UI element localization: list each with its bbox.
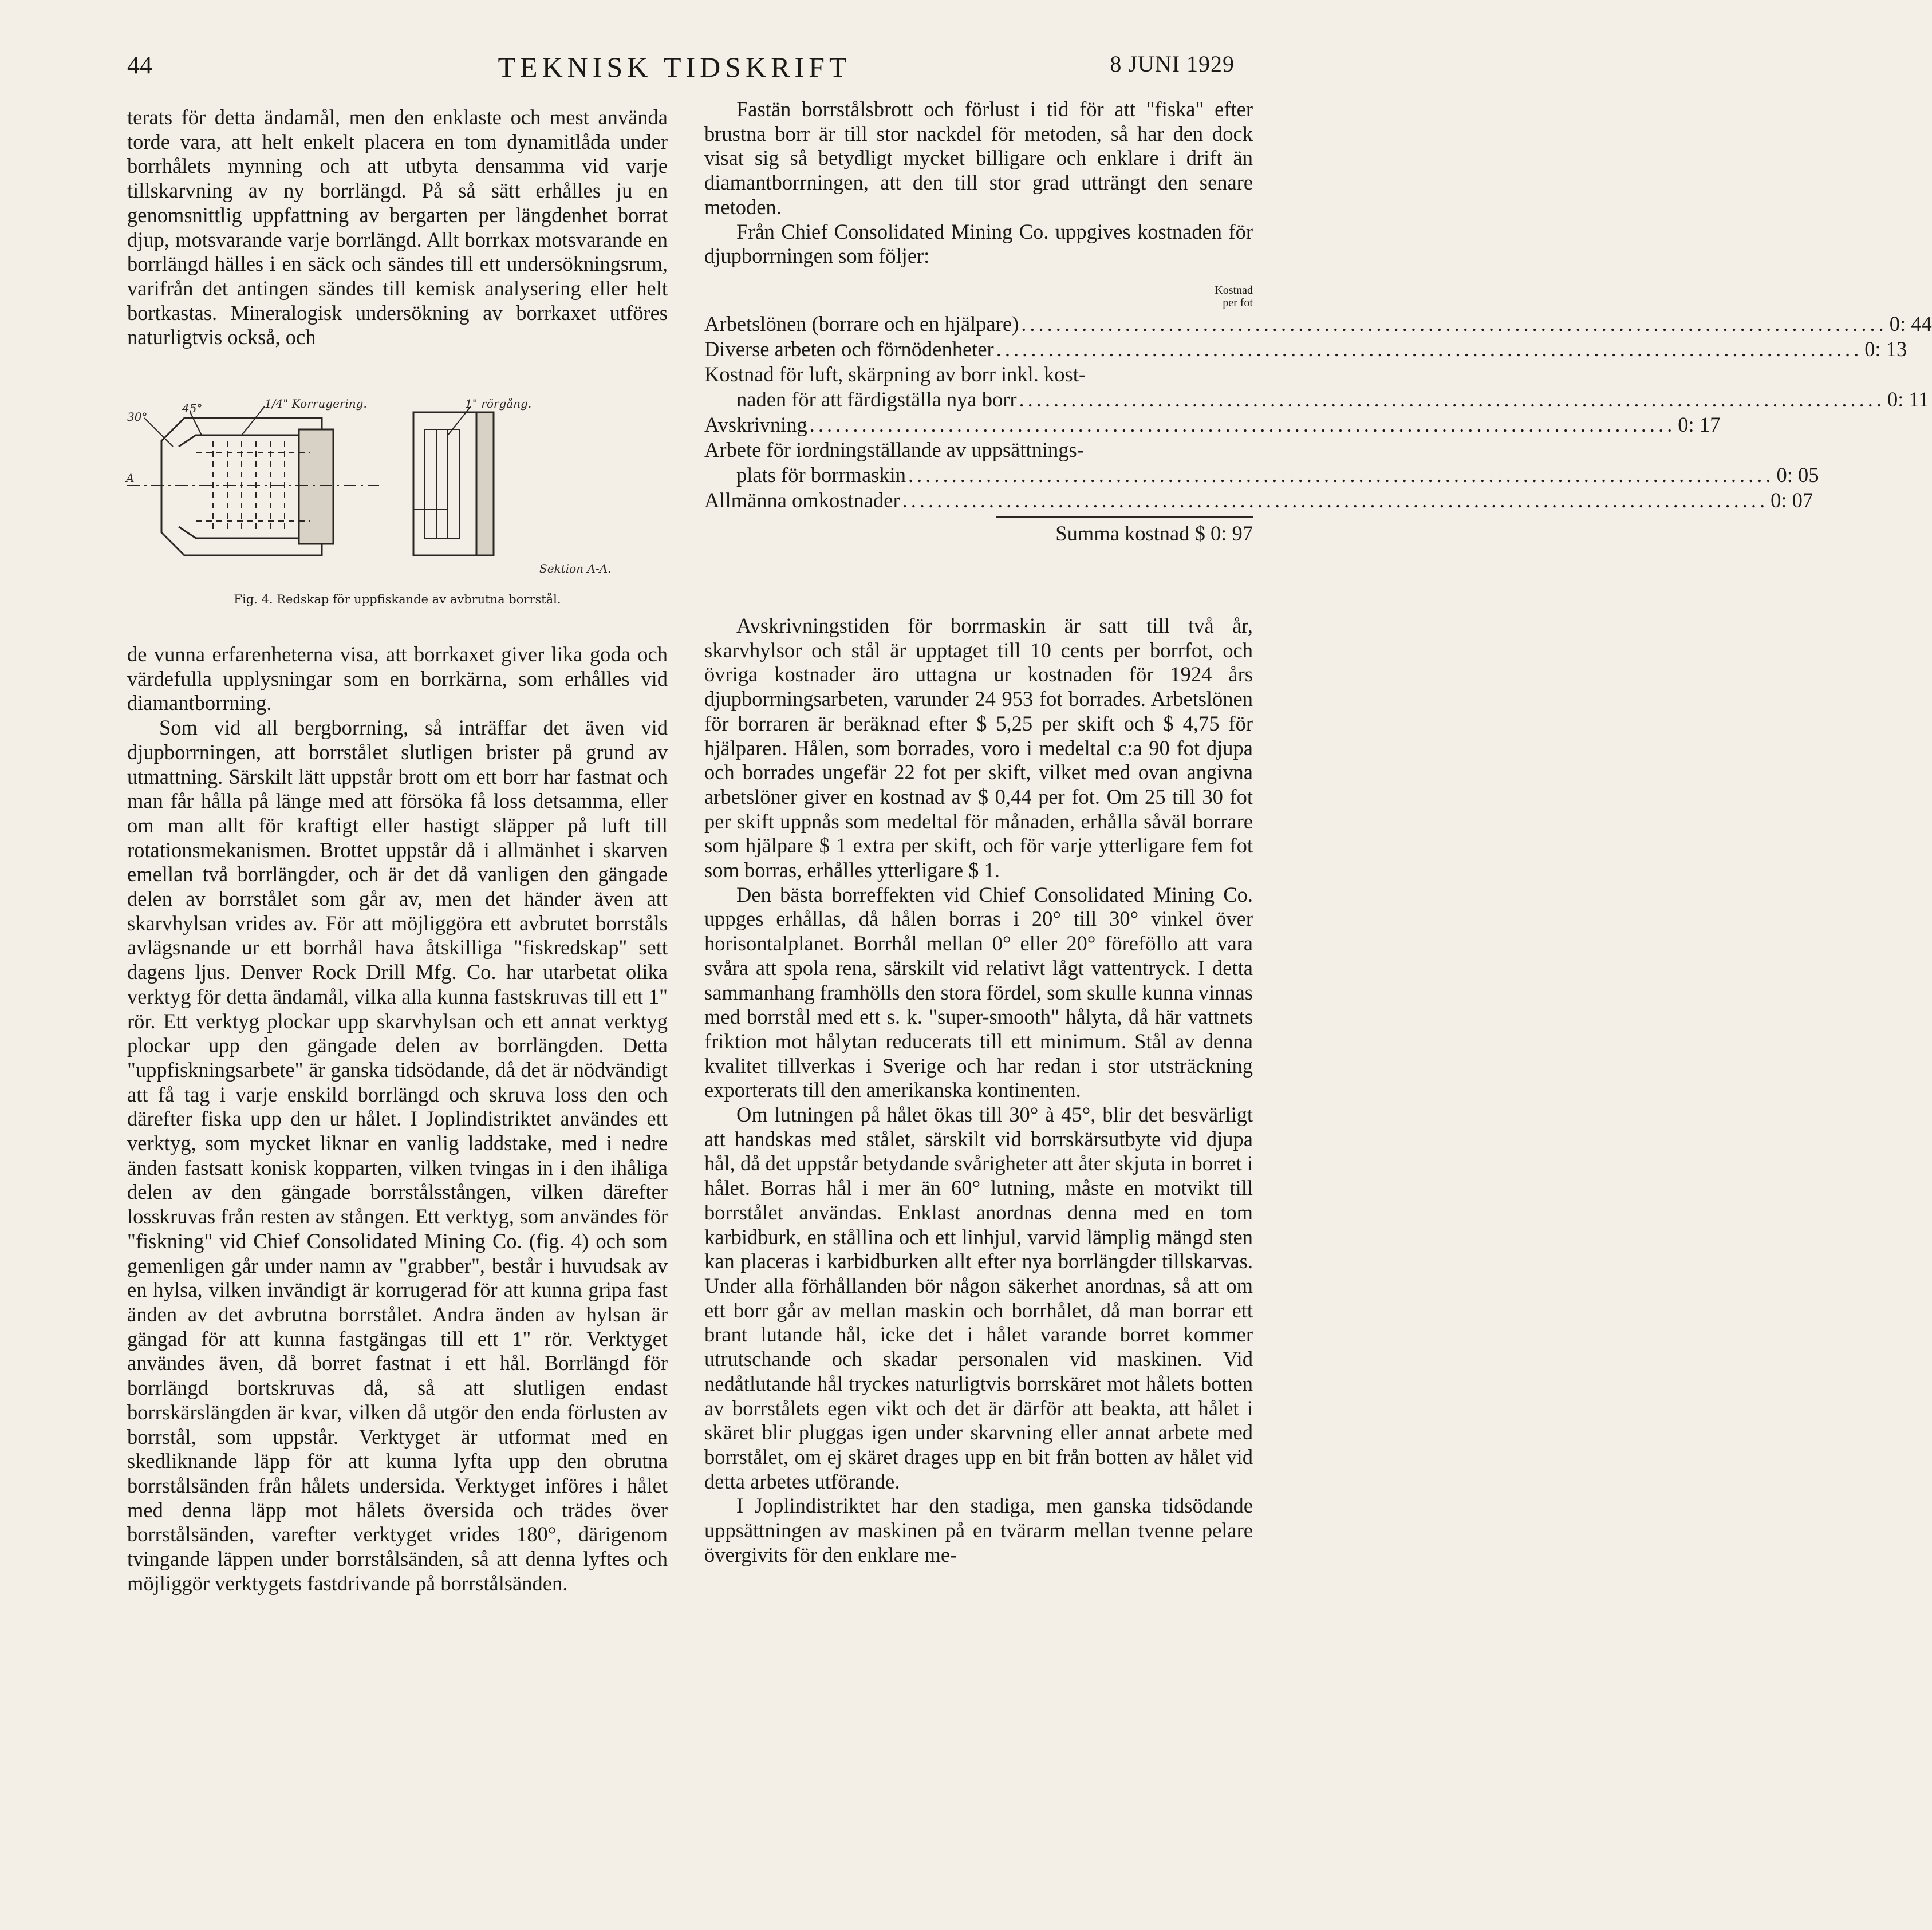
cost-row [704, 412, 1721, 437]
sum-rule [996, 516, 1253, 518]
cost-label: Kostnad för luft, skärpning av borr inkl. kost- [704, 362, 1086, 386]
cost-value: 0: 07 [1771, 488, 1813, 512]
paragraph: de vunna erfarenheterna visa, att borrkaxet giver lika goda och värdefulla upplysningar som en borrkärna, som erhålles vid diamantborrning. [127, 642, 668, 715]
cost-value: 0: 17 [1678, 413, 1721, 436]
leader-dots [908, 463, 1775, 488]
section-mark-label: A [126, 471, 135, 485]
cost-label: Arbetslönen (borrare och en hjälpare) [704, 312, 1019, 336]
cost-label-cont: naden för att färdigställa nya borr [736, 388, 1017, 411]
left-column-bottom [127, 642, 668, 1596]
cost-header-line1: Kostnad [1215, 284, 1253, 297]
cost-label: Avskrivning [704, 413, 807, 436]
paragraph: Avskrivningstiden för borrmaskin är satt till två år, skarvhylsor och stål är upptaget till 10 cents per borrfot, och övriga kostnader äro uttagna ur kostnaden för 1924 års djupborrningsarbeten, varunder 24 953 fot borrades. Arbetslönen för borraren är beräknad efter $ 5,25 per skift och $ 4,75 för hjälparen. Hålen, som borrades, voro i medeltal c:a 90 fot djupa och borrades ungefär 22 fot per skift, vilket med ovan angivna arbetslöner giver en kostnad av $ 0,44 per fot. Om 25 till 30 fot per skift uppnås som medeltal för månaden, erhålla såväl borrare som hjälpare $ 1 extra per skift, och för varje ytterligare fem fot som borras, erhålles ytterligare $ 1. [704, 614, 1253, 882]
right-column-bottom [704, 614, 1253, 1567]
paragraph: Som vid all bergborrning, så inträffar det även vid djupborrningen, att borrstålet slutligen brister på grund av utmattning. Särskilt lätt uppstår brott om ett borr har fastnat och man får hålla på länge med att försöka få loss detsamma, eller om man allt för kraftigt eller hastigt släpper på luft till rotationsmekanismen. Brottet uppstår då i allmänhet i skarven emellan två borrlängder, och är det då vanligen den gängade delen av borrstålet som går av, men det händer även att skarvhylsan vrides av. För att möjliggöra ett avbrutet borrståls avlägsnande ur ett borrhål hava åtskilliga "fiskredskap" sett dagens ljus. Denver Rock Drill Mfg. Co. har utarbetat olika verktyg för detta ändamål, vilka alla kunna fastskruvas till ett 1" rör. Ett verktyg plockar upp skarvhylsan och ett annat verktyg plockar upp den gängade delen av borrlängden. Detta "uppfiskningsarbete" är ganska tidsödande, då det är nödvändigt att få tag i varje enskild borrlängd och skruva loss den och därefter fiska upp den ur hålet. I Joplindistriktet användes ett verktyg, som mycket liknar en vanlig laddstake, med i nedre änden fastsatt konisk kopparten, vilken tvingas in i den ihåliga delen av den gängade borrstålsstången, vilken därefter losskruvas från resten av stången. Ett verktyg, som användes för "fiskning" vid Chief Consolidated Mining Co. (fig. 4) och som gemenligen går under namn av "grabber", består i huvudsak av en hylsa, vilken invändigt är korrugerad för att kunna gripa fast änden av det avbrutna borrstålet. Andra änden av hylsan är gängad för att kunna fastgängas till ett 1" rör. Verktyget användes även, då borret fastnat i ett hål. Borrlängd för borrlängd bortskruvas då, så att slutligen endast borrskärslängden är kvar, vilken då utgör den enda förlusten av borrstål, som uppstår. Verktyget är utformat med en skedliknande läpp för att kunna lyfta upp den obrutna borrstålsänden från hålets undersida. Verktyget införes i hålet med denna läpp mot hålets översida och trädes över borrstålsänden, varefter verktyget vrides 180°, därigenom tvingande läppen under borrstålsänden, så att denna lyftes och möjliggör verktygets fastdrivande på borrstålsänden. [127, 716, 668, 1595]
cost-value: 0: 11 [1887, 388, 1929, 411]
cost-label: Arbete för iordningställande av uppsättnings- [704, 438, 1084, 461]
cost-row-continuation [704, 463, 1819, 488]
cost-label: Allmänna omkostnader [704, 488, 900, 512]
paragraph: Från Chief Consolidated Mining Co. uppgives kostnaden för djupborrningen som följer: [704, 219, 1253, 268]
left-column-top [127, 105, 668, 350]
cost-row [704, 362, 1253, 387]
paragraph: I Joplindistriktet har den stadiga, men ganska tidsödande uppsättningen av maskinen på en tvärarm mellan tvenne pelare övergivits för den enklare me- [704, 1494, 1253, 1566]
cost-total: Summa kostnad $ 0: 97 [1055, 522, 1253, 545]
cost-row-continuation [704, 387, 1929, 412]
cost-header-line2: per fot [1223, 297, 1253, 309]
figure-4 [127, 395, 668, 607]
paragraph: terats för detta ändamål, men den enklaste och mest använda torde vara, att helt enkelt placera en tom dynamitlåda under borrhålets mynning och att utbyta densamma vid varje tillskarvning av ny borrlängd. På så sätt erhålles ju en genomsnittlig uppfattning av bergarten per längdenhet borrat djup, motsvarande varje borrlängd. Allt borrkax motsvarande en borrlängd hälles i en säck och sändes till ett undersökningsrum, varifrån det antingen sändes till kemisk analysering eller helt bortkastas. Mineralogisk undersökning av borrkaxet utföres naturligtvis också, och [127, 105, 668, 349]
cost-value: 0: 44 [1889, 312, 1932, 336]
page-number: 44 [127, 51, 152, 79]
corrugation-lines [196, 441, 310, 532]
cost-label: Diverse arbeten och förnödenheter [704, 337, 994, 361]
angle-30-label: 30° [127, 410, 148, 424]
cost-value: 0: 13 [1864, 337, 1907, 361]
section-label: Sektion A-A. [539, 562, 612, 575]
cost-table [704, 284, 1932, 546]
leader-dots [902, 488, 1769, 513]
cost-row [704, 311, 1932, 337]
journal-title: TEKNISK TIDSKRIFT [498, 51, 851, 83]
cost-row [704, 437, 1253, 463]
cost-label-cont: plats för borrmaskin [736, 463, 906, 487]
leader-dots [1019, 387, 1886, 412]
cost-table-header [704, 284, 1253, 309]
cost-value: 0: 05 [1776, 463, 1819, 487]
leader-dots [810, 412, 1676, 437]
threaded-end [299, 429, 333, 544]
paragraph: Om lutningen på hålet ökas till 30° à 45°, blir det besvärligt att handskas med stålet, särskilt vid borrskärsutbyte vid djupa hål, då det uppstår betydande svårigheter att åter skjuta in borret i hålet. Borras hål i mer än 60° lutning, måste en motvikt till borrstålet användas. Enklast anordnas denna med en tom karbidburk, en stållina och ett linhjul, varvid lämplig mängd sten kan placeras i karbidburken allt efter nya borrlängder tillskarvas. Under alla förhållanden bör någon säkerhet anordnas, så att om ett borr går av mellan maskin och borrhålet, då man borrar ett brant lutande hål, icke det i hålet varande borret kommer utrutschande och skadar personalen vid maskinen. Vid nedåtlutande hål tryckes naturligtvis borrskäret mot hålets botten av borrstålets egen vikt och det är därför att beakta, att hålet i skäret blir pluggas igen under skarvning eller annat arbete med borrstålet, om ej skäret drages upp en bit från botten av hålet vid detta arbetes utförande. [704, 1103, 1253, 1493]
ror-gang-label: 1" rörgång. [465, 397, 532, 411]
paragraph: Fastän borrstålsbrott och förlust i tid för att "fiska" efter brustna borr är till stor nackdel för metoden, så har den dock visat sig så betydligt mycket billigare och enklare i drift än diamantborrningen, att den till stor grad utträngt den senare metoden. [704, 97, 1253, 219]
figure-caption: Fig. 4. Redskap för uppfiskande av avbrutna borrstål. [234, 593, 561, 606]
leader-dots [1021, 311, 1887, 337]
right-column-top [704, 97, 1253, 269]
issue-date: 8 JUNI 1929 [1110, 51, 1235, 77]
cost-row [704, 337, 1907, 362]
sleeve-bore [179, 435, 316, 538]
korrugering-label: 1/4" Korrugering. [265, 397, 367, 411]
leader-dots [996, 337, 1863, 362]
angle-45-label: 45° [182, 401, 203, 415]
tool-drawing [127, 395, 668, 578]
paragraph: Den bästa borreffekten vid Chief Consolidated Mining Co. uppges erhållas, då hålen borras i 20° till 30° vinkel över horisontalplanet. Borrhål mellan 0° eller 20° föreföllo att vara svåra att spola rena, särskilt vid relativt lågt vattentryck. I detta sammanhang framhölls den stora fördel, som skulle kunna vinnas med borrstål med ett s. k. "super-smooth" hålyta, då här vattnets friktion mot hålytan reducerats till ett minimum. Stål av denna kvalitet tillverkas i Sverige och har redan i stor utsträckning exporterats till den amerikanska kontinenten. [704, 882, 1253, 1102]
cost-row [704, 488, 1813, 513]
